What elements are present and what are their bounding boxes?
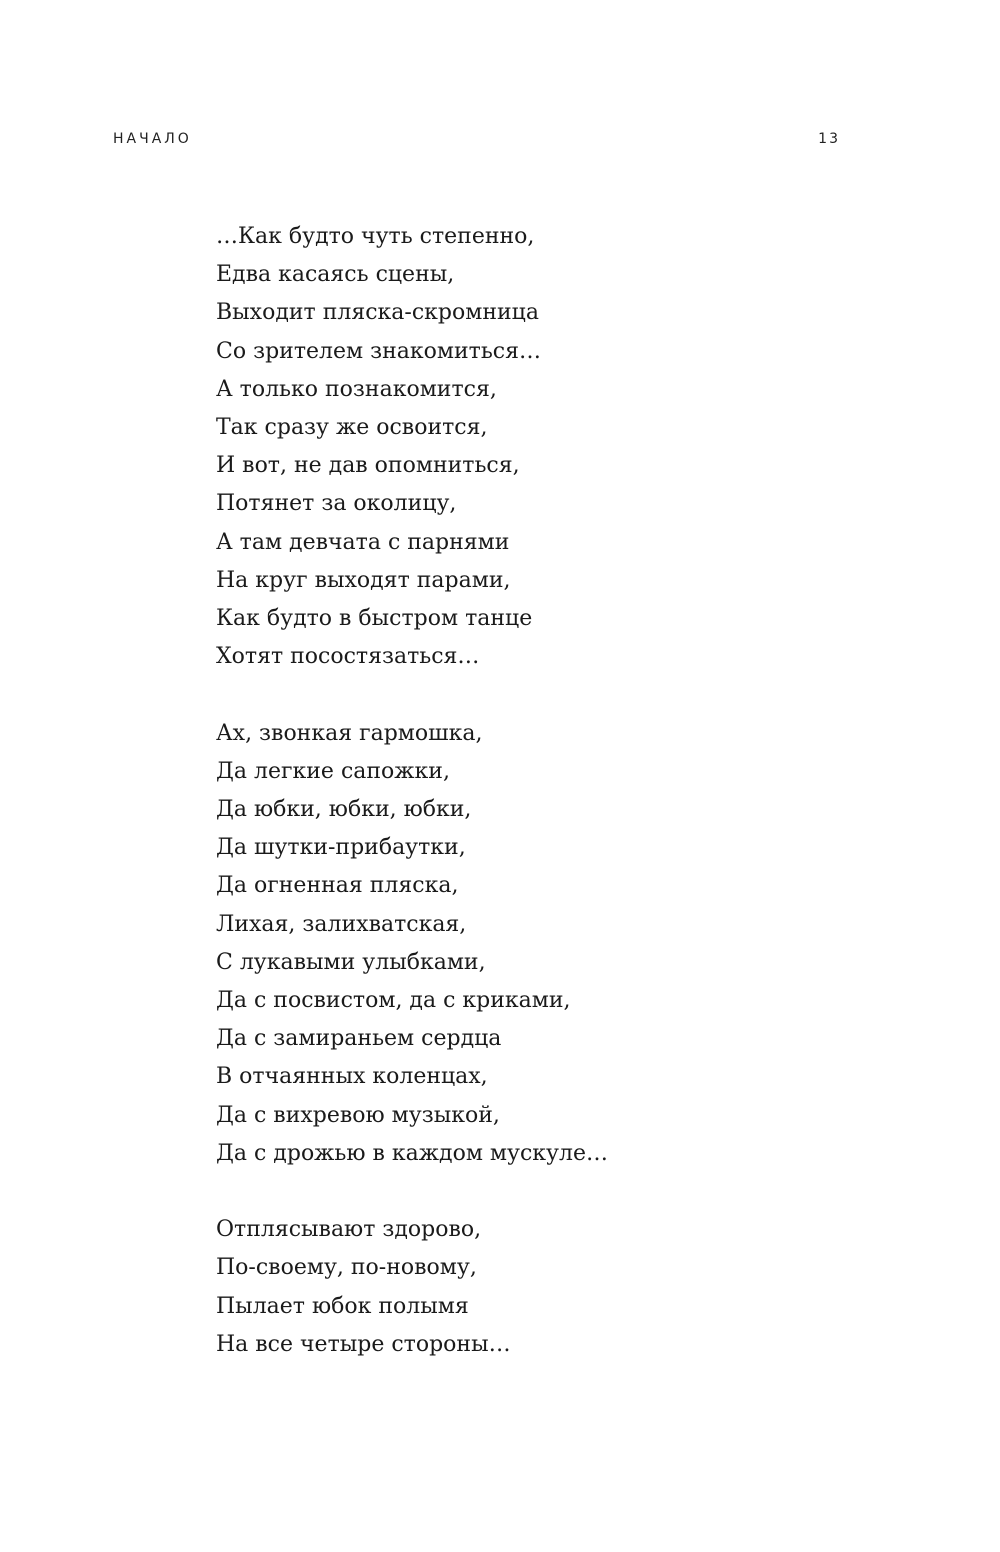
poem-line: Потянет за околицу, xyxy=(216,491,457,517)
poem-line: В отчаянных коленцах, xyxy=(216,1064,488,1090)
running-head: НАЧАЛО xyxy=(113,131,192,147)
poem-line: Да огненная пляска, xyxy=(216,873,459,899)
page-number: 13 xyxy=(818,131,840,147)
poem-line: Со зрителем знакомиться… xyxy=(216,338,542,364)
poem-body xyxy=(216,218,856,1364)
poem-line: Пылает юбок полымя xyxy=(216,1293,469,1319)
poem-line: Да с вихревою музыкой, xyxy=(216,1102,500,1128)
poem-line: Да юбки, юбки, юбки, xyxy=(216,797,472,823)
poem-line: Хотят посостязаться… xyxy=(216,644,480,670)
poem-line: На все четыре стороны… xyxy=(216,1331,511,1357)
poem-line: А только познакомится, xyxy=(216,376,497,402)
poem-line: Отплясывают здорово, xyxy=(216,1217,482,1243)
poem-line: Выходит пляска-скромница xyxy=(216,300,539,326)
poem-line: Да легкие сапожки, xyxy=(216,758,450,784)
poem-line: Да с замираньем сердца xyxy=(216,1026,502,1052)
poem-line: А там девчата с парнями xyxy=(216,529,510,555)
stanza-3 xyxy=(216,1211,856,1364)
poem-line: Да шутки-прибаутки, xyxy=(216,835,466,861)
poem-line: Так сразу же освоится, xyxy=(216,415,488,441)
poem-line: Лихая, залихватская, xyxy=(216,911,467,937)
poem-line: С лукавыми улыбками, xyxy=(216,949,486,975)
poem-line: На круг выходят парами, xyxy=(216,567,511,593)
poem-line: Едва касаясь сцены, xyxy=(216,262,455,288)
poem-line: …Как будто чуть степенно, xyxy=(216,224,535,249)
poem-line: Да с дрожью в каждом мускуле… xyxy=(216,1140,608,1166)
poem-line: По-своему, по-новому, xyxy=(216,1255,477,1281)
poem-line: И вот, не дав опомниться, xyxy=(216,453,520,479)
stanza-2 xyxy=(216,715,856,1173)
stanza-1 xyxy=(216,218,856,676)
poem-line: Ах, звонкая гармошка, xyxy=(216,720,483,746)
poem-line: Как будто в быстром танце xyxy=(216,606,533,632)
poem-line: Да с посвистом, да с криками, xyxy=(216,988,571,1014)
